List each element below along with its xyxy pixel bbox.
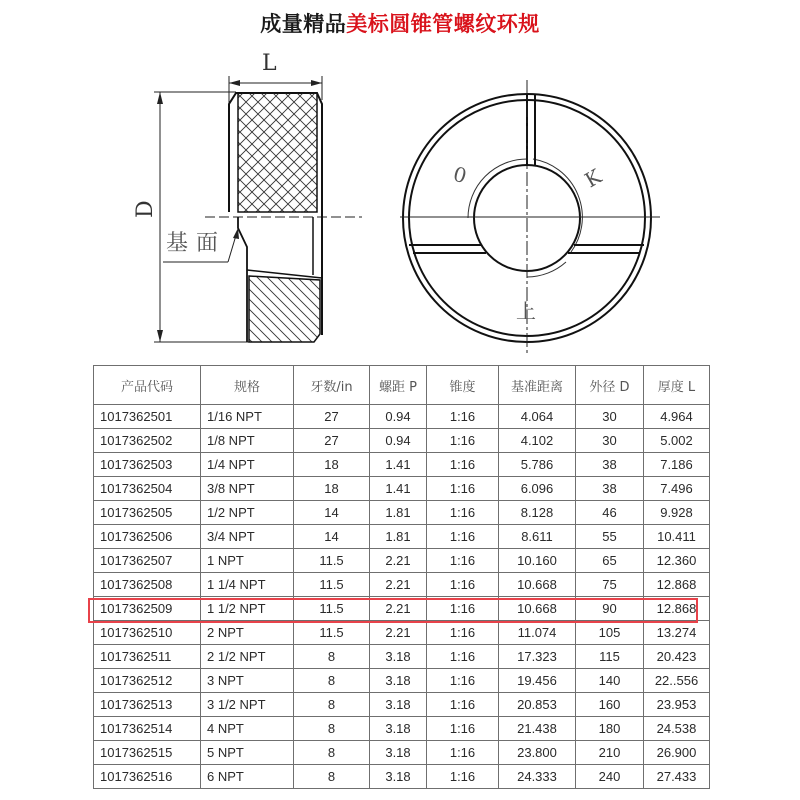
spec-table <box>93 365 710 789</box>
cell-tpi: 8 <box>294 669 370 693</box>
cell-taper: 1:16 <box>427 669 499 693</box>
cell-outer-diameter: 46 <box>576 501 644 525</box>
mark-up: 上 <box>516 299 536 323</box>
cell-taper: 1:16 <box>427 741 499 765</box>
mark-k: K <box>580 164 606 193</box>
cell-spec: 4 NPT <box>201 717 294 741</box>
cell-tpi: 8 <box>294 645 370 669</box>
table-row <box>94 525 710 549</box>
table-row <box>94 453 710 477</box>
cell-gauge-length: 23.800 <box>499 741 576 765</box>
cell-outer-diameter: 115 <box>576 645 644 669</box>
cell-pitch: 1.41 <box>370 453 427 477</box>
cell-tpi: 11.5 <box>294 621 370 645</box>
cell-outer-diameter: 55 <box>576 525 644 549</box>
cell-pitch: 2.21 <box>370 621 427 645</box>
cell-product-code: 1017362506 <box>94 525 201 549</box>
cell-spec: 1 1/4 NPT <box>201 573 294 597</box>
cell-gauge-length: 8.611 <box>499 525 576 549</box>
cell-taper: 1:16 <box>427 429 499 453</box>
cell-spec: 1 NPT <box>201 549 294 573</box>
cell-tpi: 8 <box>294 717 370 741</box>
cell-spec: 1 1/2 NPT <box>201 597 294 621</box>
side-view <box>133 51 362 342</box>
table-row <box>94 549 710 573</box>
cell-pitch: 3.18 <box>370 717 427 741</box>
cell-tpi: 8 <box>294 693 370 717</box>
cell-thickness: 7.186 <box>644 453 710 477</box>
cell-taper: 1:16 <box>427 477 499 501</box>
cell-thickness: 12.868 <box>644 597 710 621</box>
cell-product-code: 1017362501 <box>94 405 201 429</box>
cell-taper: 1:16 <box>427 765 499 789</box>
cell-taper: 1:16 <box>427 645 499 669</box>
cell-gauge-length: 6.096 <box>499 477 576 501</box>
cell-spec: 1/8 NPT <box>201 429 294 453</box>
title-prefix: 成量精品 <box>260 12 347 36</box>
mark-0: 0 <box>450 161 470 189</box>
cell-outer-diameter: 38 <box>576 477 644 501</box>
cell-pitch: 1.41 <box>370 477 427 501</box>
cell-spec: 2 NPT <box>201 621 294 645</box>
cell-spec: 3/4 NPT <box>201 525 294 549</box>
cell-product-code: 1017362504 <box>94 477 201 501</box>
cell-pitch: 2.21 <box>370 573 427 597</box>
cell-thickness: 26.900 <box>644 741 710 765</box>
page-title <box>0 8 800 38</box>
cell-product-code: 1017362505 <box>94 501 201 525</box>
cell-gauge-length: 10.160 <box>499 549 576 573</box>
cell-thickness: 9.928 <box>644 501 710 525</box>
cell-outer-diameter: 75 <box>576 573 644 597</box>
cell-taper: 1:16 <box>427 405 499 429</box>
cell-pitch: 1.81 <box>370 525 427 549</box>
cell-taper: 1:16 <box>427 549 499 573</box>
cell-gauge-length: 19.456 <box>499 669 576 693</box>
cell-outer-diameter: 160 <box>576 693 644 717</box>
header-tpi: 牙数/in <box>294 366 370 405</box>
cell-pitch: 3.18 <box>370 669 427 693</box>
cell-thickness: 23.953 <box>644 693 710 717</box>
cell-taper: 1:16 <box>427 597 499 621</box>
cell-spec: 5 NPT <box>201 741 294 765</box>
cell-thickness: 24.538 <box>644 717 710 741</box>
cell-gauge-length: 10.668 <box>499 573 576 597</box>
cell-pitch: 1.81 <box>370 501 427 525</box>
cell-spec: 1/4 NPT <box>201 453 294 477</box>
cell-outer-diameter: 210 <box>576 741 644 765</box>
cell-gauge-length: 10.668 <box>499 597 576 621</box>
cell-pitch: 2.21 <box>370 597 427 621</box>
cell-pitch: 0.94 <box>370 405 427 429</box>
cell-pitch: 3.18 <box>370 765 427 789</box>
cell-product-code: 1017362516 <box>94 765 201 789</box>
cell-product-code: 1017362513 <box>94 693 201 717</box>
table-row <box>94 669 710 693</box>
cell-pitch: 0.94 <box>370 429 427 453</box>
table-row <box>94 429 710 453</box>
cell-spec: 6 NPT <box>201 765 294 789</box>
cell-gauge-length: 4.064 <box>499 405 576 429</box>
table-row <box>94 477 710 501</box>
cell-tpi: 11.5 <box>294 597 370 621</box>
cell-outer-diameter: 30 <box>576 405 644 429</box>
table-row <box>94 501 710 525</box>
table-row <box>94 405 710 429</box>
header-spec: 规格 <box>201 366 294 405</box>
cell-pitch: 3.18 <box>370 741 427 765</box>
cell-gauge-length: 20.853 <box>499 693 576 717</box>
cell-gauge-length: 8.128 <box>499 501 576 525</box>
cell-tpi: 18 <box>294 477 370 501</box>
cell-pitch: 3.18 <box>370 645 427 669</box>
cell-tpi: 14 <box>294 525 370 549</box>
cell-gauge-length: 17.323 <box>499 645 576 669</box>
cell-taper: 1:16 <box>427 501 499 525</box>
cell-thickness: 20.423 <box>644 645 710 669</box>
table-body <box>94 405 710 789</box>
title-main: 美标圆锥管螺纹环规 <box>346 12 540 36</box>
cell-taper: 1:16 <box>427 573 499 597</box>
cell-tpi: 27 <box>294 429 370 453</box>
table-row <box>94 597 710 621</box>
cell-outer-diameter: 140 <box>576 669 644 693</box>
header-taper: 锥度 <box>427 366 499 405</box>
cell-thickness: 27.433 <box>644 765 710 789</box>
label-diameter: D <box>133 200 158 218</box>
cell-thickness: 22..556 <box>644 669 710 693</box>
cell-product-code: 1017362502 <box>94 429 201 453</box>
cell-taper: 1:16 <box>427 453 499 477</box>
header-thickness: 厚度 L <box>644 366 710 405</box>
cell-taper: 1:16 <box>427 525 499 549</box>
cell-taper: 1:16 <box>427 717 499 741</box>
cell-pitch: 2.21 <box>370 549 427 573</box>
cell-outer-diameter: 90 <box>576 597 644 621</box>
cell-thickness: 4.964 <box>644 405 710 429</box>
table-row <box>94 765 710 789</box>
label-base-plane: 基面 <box>166 231 227 256</box>
table-row <box>94 573 710 597</box>
cell-spec: 3/8 NPT <box>201 477 294 501</box>
cell-product-code: 1017362508 <box>94 573 201 597</box>
cell-gauge-length: 21.438 <box>499 717 576 741</box>
cell-outer-diameter: 105 <box>576 621 644 645</box>
header-pitch: 螺距 P <box>370 366 427 405</box>
header-gauge-length: 基准距离 <box>499 366 576 405</box>
cell-spec: 1/16 NPT <box>201 405 294 429</box>
cell-thickness: 12.360 <box>644 549 710 573</box>
cell-product-code: 1017362507 <box>94 549 201 573</box>
cell-gauge-length: 4.102 <box>499 429 576 453</box>
header-product-code: 产品代码 <box>94 366 201 405</box>
cell-tpi: 11.5 <box>294 573 370 597</box>
table-row <box>94 621 710 645</box>
cell-product-code: 1017362512 <box>94 669 201 693</box>
cell-tpi: 8 <box>294 765 370 789</box>
label-length: L <box>262 51 277 76</box>
cell-pitch: 3.18 <box>370 693 427 717</box>
cell-outer-diameter: 240 <box>576 765 644 789</box>
cell-thickness: 7.496 <box>644 477 710 501</box>
cell-product-code: 1017362510 <box>94 621 201 645</box>
cell-product-code: 1017362514 <box>94 717 201 741</box>
cell-tpi: 18 <box>294 453 370 477</box>
front-view <box>400 80 660 355</box>
cell-thickness: 12.868 <box>644 573 710 597</box>
cell-tpi: 27 <box>294 405 370 429</box>
cell-gauge-length: 5.786 <box>499 453 576 477</box>
cell-taper: 1:16 <box>427 621 499 645</box>
cell-thickness: 13.274 <box>644 621 710 645</box>
cell-product-code: 1017362511 <box>94 645 201 669</box>
header-outer-diameter: 外径 D <box>576 366 644 405</box>
cell-product-code: 1017362503 <box>94 453 201 477</box>
cell-thickness: 10.411 <box>644 525 710 549</box>
cell-gauge-length: 24.333 <box>499 765 576 789</box>
cell-outer-diameter: 30 <box>576 429 644 453</box>
cell-spec: 3 1/2 NPT <box>201 693 294 717</box>
cell-tpi: 8 <box>294 741 370 765</box>
technical-drawing <box>0 50 800 360</box>
table-row <box>94 717 710 741</box>
cell-gauge-length: 11.074 <box>499 621 576 645</box>
cell-outer-diameter: 65 <box>576 549 644 573</box>
cell-spec: 3 NPT <box>201 669 294 693</box>
cell-spec: 1/2 NPT <box>201 501 294 525</box>
table-row <box>94 741 710 765</box>
cell-tpi: 14 <box>294 501 370 525</box>
cell-outer-diameter: 180 <box>576 717 644 741</box>
table-header-row <box>94 366 710 405</box>
cell-taper: 1:16 <box>427 693 499 717</box>
cell-product-code: 1017362515 <box>94 741 201 765</box>
table-row <box>94 645 710 669</box>
cell-tpi: 11.5 <box>294 549 370 573</box>
cell-spec: 2 1/2 NPT <box>201 645 294 669</box>
cell-thickness: 5.002 <box>644 429 710 453</box>
cell-product-code: 1017362509 <box>94 597 201 621</box>
cell-outer-diameter: 38 <box>576 453 644 477</box>
table-row <box>94 693 710 717</box>
